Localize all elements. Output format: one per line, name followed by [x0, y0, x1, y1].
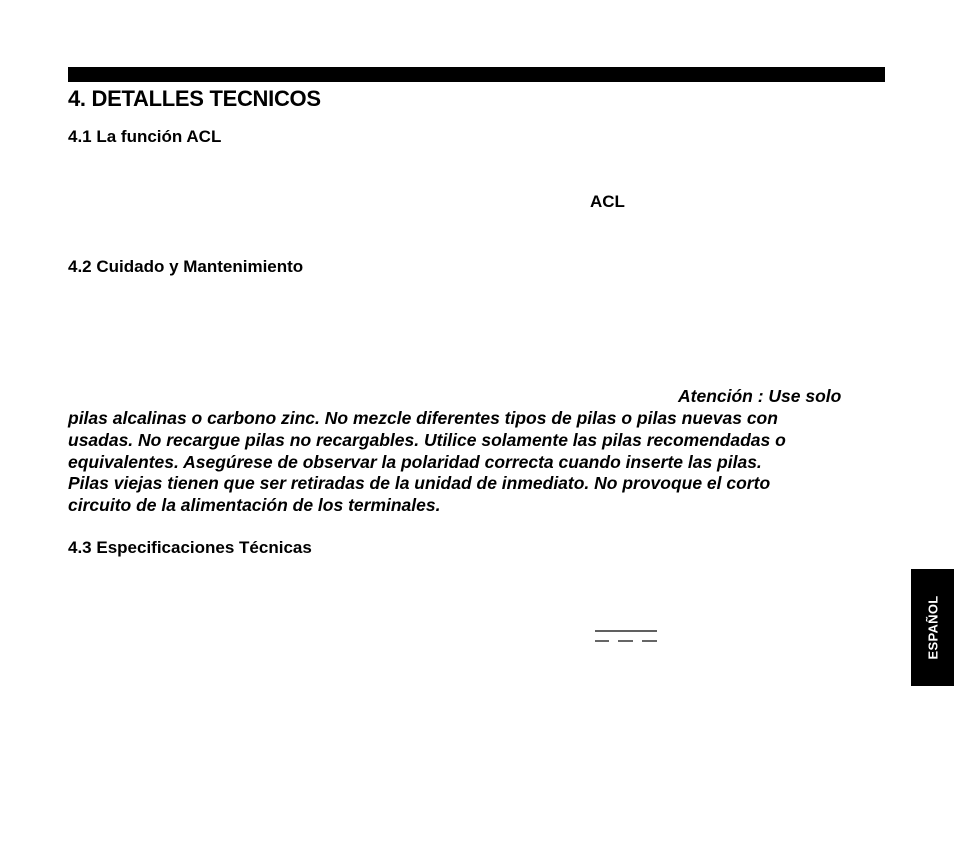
warning-line: equivalentes. Asegúrese de observar la polaridad correcta cuando inserte las pilas. [68, 451, 762, 472]
language-tab [911, 569, 954, 686]
subsection-heading-specs: 4.3 Especificaciones Técnicas [68, 538, 312, 557]
dc-symbol-icon [595, 630, 657, 642]
warning-line: pilas alcalinas o carbono zinc. No mezcle diferentes tipos de pilas o pilas nuevas con [68, 408, 778, 428]
warning-text [68, 408, 888, 517]
top-rule [68, 67, 885, 82]
warning-line: circuito de la alimentación de los terminales. [68, 495, 441, 516]
subsection-heading-care: 4.2 Cuidado y Mantenimiento [68, 257, 304, 276]
warning-lead: Atención : Use solo [678, 386, 842, 406]
warning-line: Pilas viejas tienen que ser retiradas de la unidad de inmediato. No provoque el corto [68, 473, 771, 494]
language-tab-label: ESPAÑOL [925, 595, 941, 660]
subsection-heading-acl: 4.1 La función ACL [68, 127, 222, 146]
acl-label: ACL [590, 192, 625, 211]
section-title: 4. DETALLES TECNICOS [68, 86, 321, 111]
warning-line: usadas. No recargue pilas no recargables. Utilice solamente las pilas recomendadas o [68, 429, 786, 450]
